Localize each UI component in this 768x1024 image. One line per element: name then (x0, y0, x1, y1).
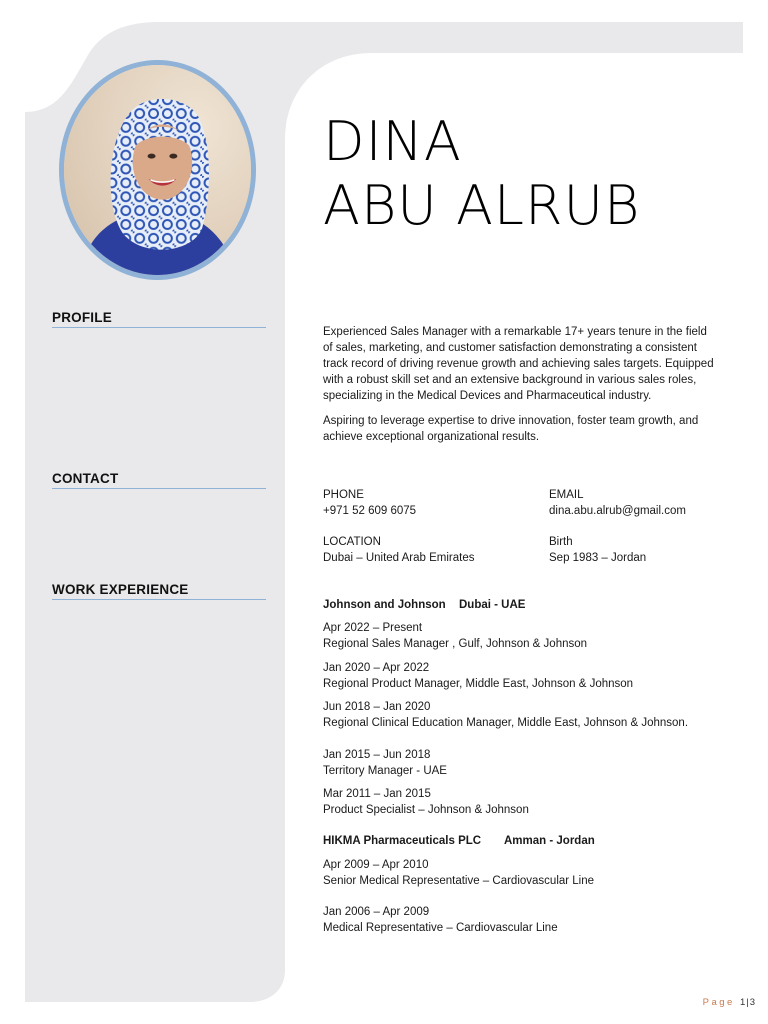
job-dates: Mar 2011 – Jan 2015 (323, 788, 431, 800)
portrait-image (64, 65, 251, 275)
page-word: Page (702, 997, 735, 1008)
job-dates: Jan 2006 – Apr 2009 (323, 906, 430, 918)
last-name: ABU ALRUB (323, 174, 641, 237)
job-entry (323, 620, 587, 652)
job-title: Regional Clinical Education Manager, Middle East, Johnson & Johnson. (323, 717, 689, 729)
job-entry (323, 699, 688, 731)
job-title: Territory Manager - UAE (323, 765, 447, 777)
job-entry (323, 786, 529, 818)
company-name: HIKMA Pharmaceuticals PLC (323, 835, 482, 847)
profile-paragraph: Experienced Sales Manager with a remarkable 17+ years tenure in the field of sales, marketing, and customer satisfaction demonstrating a consistent track record of driving revenue growth and achieving sales targets. Equipped with a robust skill set and an extensive background in various sales roles, specializing in the Medical Devices and Pharmaceutical industry. (323, 326, 714, 402)
job-title: Regional Sales Manager , Gulf, Johnson & Johnson (323, 638, 588, 650)
full-name (323, 110, 640, 238)
job-title: Medical Representative – Cardiovascular Line (323, 922, 558, 934)
job-entry (323, 660, 633, 692)
email-value: dina.abu.alrub@gmail.com (549, 505, 686, 517)
profile-paragraph: Aspiring to leverage expertise to drive innovation, foster team growth, and achieve exceptional organizational results. (323, 415, 699, 443)
location-value: Dubai – United Arab Emirates (323, 552, 475, 564)
job-dates: Apr 2009 – Apr 2010 (323, 859, 429, 871)
birth-value: Sep 1983 – Jordan (549, 552, 647, 564)
profile-heading: PROFILE (52, 310, 266, 328)
job-entry (323, 857, 594, 889)
contact-location (323, 534, 475, 566)
page-number: 1|3 (739, 997, 756, 1008)
birth-label: Birth (549, 536, 573, 548)
email-label: EMAIL (549, 489, 584, 501)
company-location: Dubai - UAE (459, 599, 526, 611)
job-title: Regional Product Manager, Middle East, Johnson & Johnson (323, 678, 634, 690)
job-dates: Jan 2015 – Jun 2018 (323, 749, 431, 761)
company-location: Amman - Jordan (504, 835, 595, 847)
contact-birth (549, 534, 646, 566)
job-dates: Jun 2018 – Jan 2020 (323, 701, 431, 713)
phone-label: PHONE (323, 489, 364, 501)
company-header (323, 597, 525, 613)
company-header (323, 833, 595, 849)
job-entry (323, 904, 558, 936)
contact-email (549, 487, 686, 519)
contact-phone (323, 487, 416, 519)
job-dates: Apr 2022 – Present (323, 622, 423, 634)
profile-photo (59, 60, 256, 280)
job-title: Senior Medical Representative – Cardiovascular Line (323, 875, 595, 887)
profile-summary (323, 324, 718, 454)
job-dates: Jan 2020 – Apr 2022 (323, 662, 430, 674)
first-name: DINA (323, 110, 462, 173)
company-name: Johnson and Johnson (323, 599, 446, 611)
job-entry (323, 747, 447, 779)
contact-heading: CONTACT (52, 471, 266, 489)
job-title: Product Specialist – Johnson & Johnson (323, 804, 529, 816)
page-footer (703, 997, 756, 1008)
location-label: LOCATION (323, 536, 381, 548)
work-experience-heading: WORK EXPERIENCE (52, 582, 266, 600)
phone-value: +971 52 609 6075 (323, 505, 417, 517)
